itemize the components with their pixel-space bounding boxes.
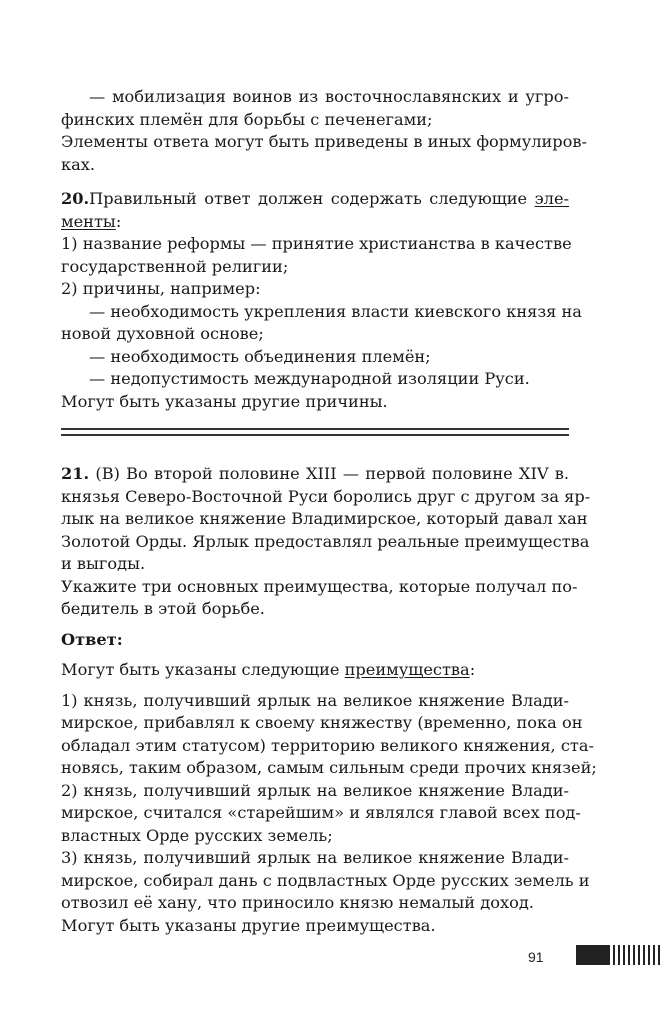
text-line: менты: <box>61 211 122 231</box>
text-line: новой духовной основе; <box>61 324 264 343</box>
text-line: финских племён для борьбы с печенегами; <box>61 109 433 129</box>
text-line: Укажите три основных преимущества, которые получал по- <box>61 576 578 596</box>
text-line: государственной религии; <box>61 256 289 276</box>
text-line: 2) князь, получивший ярлык на великое княжение Влади- <box>61 780 569 800</box>
text-line: мирское, прибавлял к своему княжеству (временно, пока он <box>61 713 583 732</box>
answer-label: Ответ: <box>61 629 123 649</box>
text-line: — недопустимость международной изоляции Руси. <box>89 369 530 388</box>
text-line: бедитель в этой борьбе. <box>61 599 265 618</box>
text-line: мирское, считался «старейшим» и являлся главой всех под- <box>61 803 581 822</box>
text-line: Элементы ответа могут быть приведены в иных формулиров- <box>61 132 587 151</box>
text-line: Золотой Орды. Ярлык предоставлял реальные преимущества <box>61 531 590 551</box>
text-line: мирское, собирал дань с подвластных Орде русских земель и <box>61 870 590 890</box>
text-line: 1) князь, получивший ярлык на великое княжение Влади- <box>61 690 569 710</box>
answer-intro: Могут быть указаны следующие преимущества: <box>61 660 476 679</box>
text-line: 2) причины, например: <box>61 279 261 298</box>
page-edge-bar-marker <box>576 945 660 965</box>
text-line: лык на великое княжение Владимирское, который давал хан <box>61 509 588 528</box>
text-line: Могут быть указаны другие причины. <box>61 391 388 411</box>
text-line: 3) князь, получивший ярлык на великое княжение Влади- <box>61 848 569 867</box>
q20-heading-line: 20.Правильный ответ должен содержать следующие эле- <box>61 189 569 208</box>
q21-heading-line: 21. (В) Во второй половине XIII — первой половине XIV в. <box>61 464 569 483</box>
q20-number: 20. <box>61 189 90 208</box>
text-line: новясь, таким образом, самым сильным среди прочих князей; <box>61 758 597 777</box>
q21-number: 21. <box>61 464 90 483</box>
page-content <box>61 86 597 937</box>
text-line: и выгоды. <box>61 554 146 573</box>
page-number: 91 <box>528 949 544 965</box>
text-line: ках. <box>61 154 96 174</box>
text-line: Могут быть указаны другие преимущества. <box>61 915 436 935</box>
text-line: обладал этим статусом) территорию великого княжения, ста- <box>61 735 594 755</box>
text-line: 1) название реформы — принятие христианства в качестве <box>61 234 572 253</box>
text-line: властных Орде русских земель; <box>61 825 333 845</box>
text-line: — необходимость объединения племён; <box>89 346 431 366</box>
text-line: — мобилизация воинов из восточнославянских и угро- <box>89 87 569 106</box>
text-line: князья Северо-Восточной Руси боролись друг с другом за яр- <box>61 486 591 506</box>
text-line: отвозил её хану, что приносило князю немалый доход. <box>61 893 534 912</box>
double-rule-divider <box>61 428 569 439</box>
text-line: — необходимость укрепления власти киевского князя на <box>89 301 582 321</box>
